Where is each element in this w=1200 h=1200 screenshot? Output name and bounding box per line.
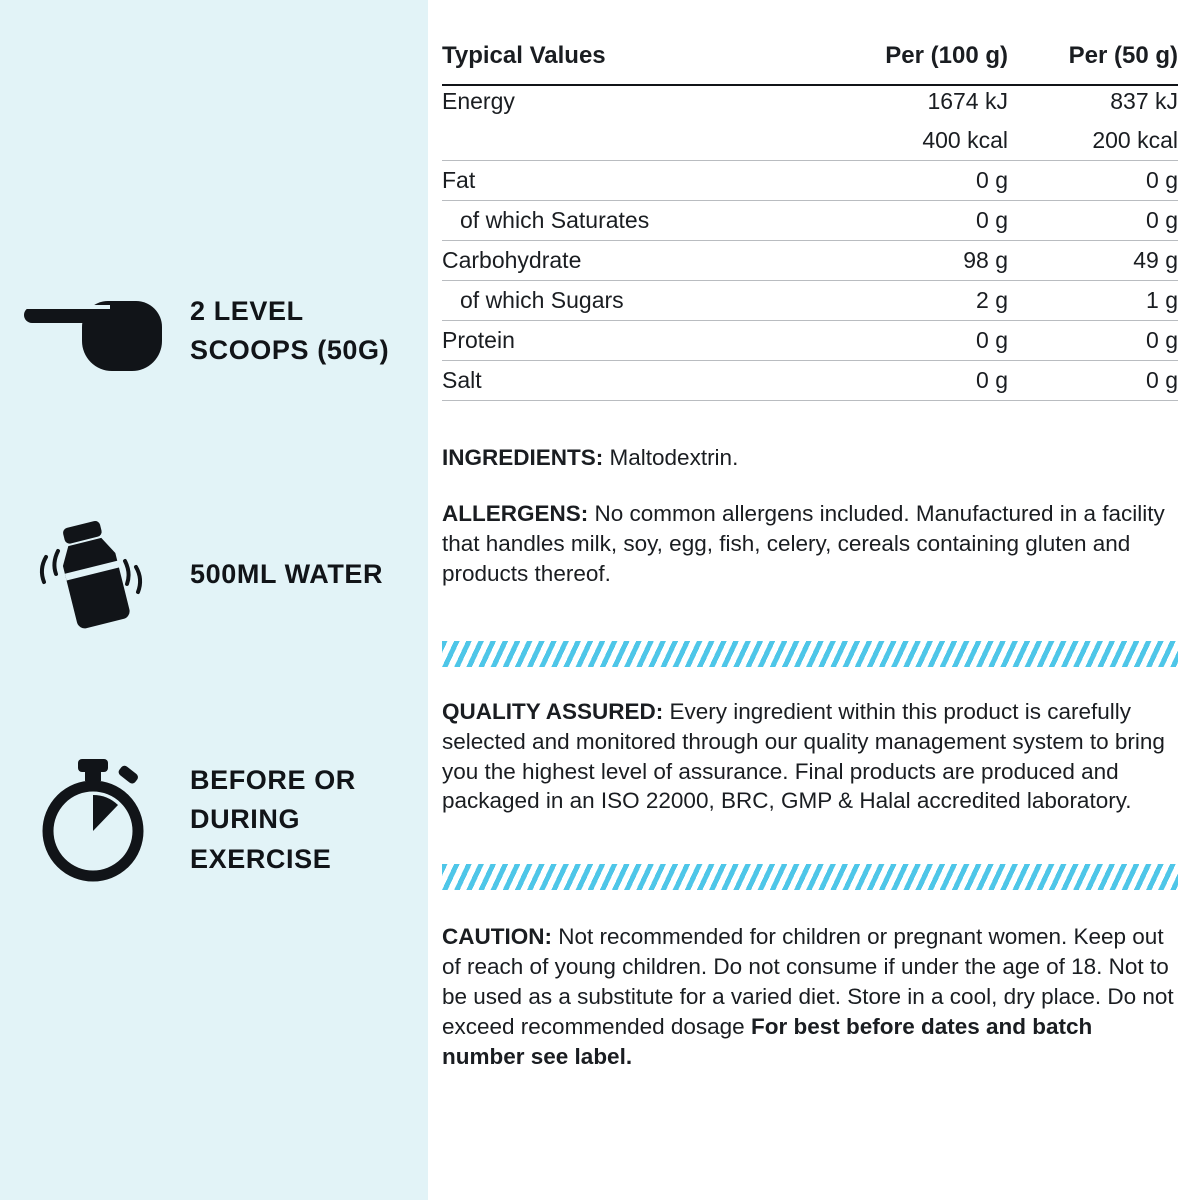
allergens-text: No common allergens included. Manufactured in a facility that handles milk, soy, egg, fish, celery, cereals containing gluten and products thereof. (442, 500, 1165, 586)
row-label: Protein (442, 321, 838, 361)
usage-item-timing (18, 755, 418, 885)
ingredients-paragraph (442, 443, 1178, 473)
quality-assured-paragraph (442, 697, 1178, 817)
usage-item-water (18, 515, 418, 635)
ingredients-text: Maltodextrin. (603, 445, 739, 470)
row-label: Fat (442, 161, 838, 201)
ingredients-heading: INGREDIENTS: (442, 445, 604, 470)
table-header-row (442, 42, 1178, 85)
table-row (442, 201, 1178, 241)
allergens-paragraph (442, 499, 1178, 589)
table-row (442, 281, 1178, 321)
nutrition-table (442, 42, 1178, 401)
table-row (442, 361, 1178, 401)
table-row (442, 241, 1178, 281)
row-per-50g: 0 g (1008, 201, 1178, 241)
row-per-50g: 0 g (1008, 321, 1178, 361)
row-label (442, 121, 838, 161)
row-per-50g: 49 g (1008, 241, 1178, 281)
quality-heading: QUALITY ASSURED: (442, 698, 664, 724)
hatched-divider (442, 641, 1178, 667)
row-per-50g: 0 g (1008, 361, 1178, 401)
header-typical-values: Typical Values (442, 42, 838, 85)
row-label: Carbohydrate (442, 241, 838, 281)
row-per-50g: 837 kJ (1110, 88, 1178, 114)
row-per-50g: 0 g (1008, 161, 1178, 201)
usage-item-label: 500ML WATER (190, 559, 384, 590)
allergens-heading: ALLERGENS: (442, 500, 589, 526)
row-per-100g: 98 g (838, 241, 1008, 281)
row-per-100g: 0 g (838, 321, 1008, 361)
caution-emphasis: For best before dates and batch number see label. (442, 1014, 1093, 1070)
caution-heading: CAUTION: (442, 924, 552, 950)
table-row (442, 85, 1178, 121)
usage-item-scoops (18, 285, 418, 377)
stopwatch-icon (18, 755, 168, 885)
row-per-50g: 200 kcal (1008, 121, 1178, 161)
row-per-100g: 1674 kJ (927, 88, 1008, 114)
shaker-bottle-icon (18, 515, 168, 635)
caution-paragraph (442, 922, 1178, 1072)
scoop-icon (18, 285, 168, 377)
row-per-100g: 2 g (838, 281, 1008, 321)
nutrition-and-info-panel (428, 0, 1200, 1200)
row-per-100g: 0 g (838, 161, 1008, 201)
row-label: Energy (442, 88, 515, 114)
row-label: Salt (442, 361, 838, 401)
row-per-100g: 0 g (838, 201, 1008, 241)
quality-text: Every ingredient within this product is carefully selected and monitored through our quality management system to bring you the highest level of assurance. Final products are produced and packaged in an ISO 22000, BRC, GMP & Halal accredited laboratory. (442, 698, 1165, 814)
row-label: of which Sugars (442, 281, 838, 321)
table-row (442, 321, 1178, 361)
usage-item-label: BEFORE OR DURING EXERCISE (190, 765, 356, 874)
usage-instructions-panel (0, 0, 428, 1200)
usage-item-label: 2 LEVEL SCOOPS (50G) (190, 295, 390, 365)
row-label: of which Saturates (442, 201, 838, 241)
header-per-100g: Per (100 g) (838, 42, 1008, 85)
table-row (442, 161, 1178, 201)
header-per-50g: Per (50 g) (1008, 42, 1178, 85)
table-row (442, 121, 1178, 161)
caution-text: Not recommended for children or pregnant women. Keep out of reach of young children. Do not consume if under the age of 18. Not to be used as a substitute for a varied diet. Store in a cool, dry place. Do not exceed recommended dosage (442, 924, 1174, 1040)
row-per-100g: 400 kcal (838, 121, 1008, 161)
row-per-100g: 0 g (838, 361, 1008, 401)
hatched-divider (442, 864, 1178, 890)
row-per-50g: 1 g (1008, 281, 1178, 321)
